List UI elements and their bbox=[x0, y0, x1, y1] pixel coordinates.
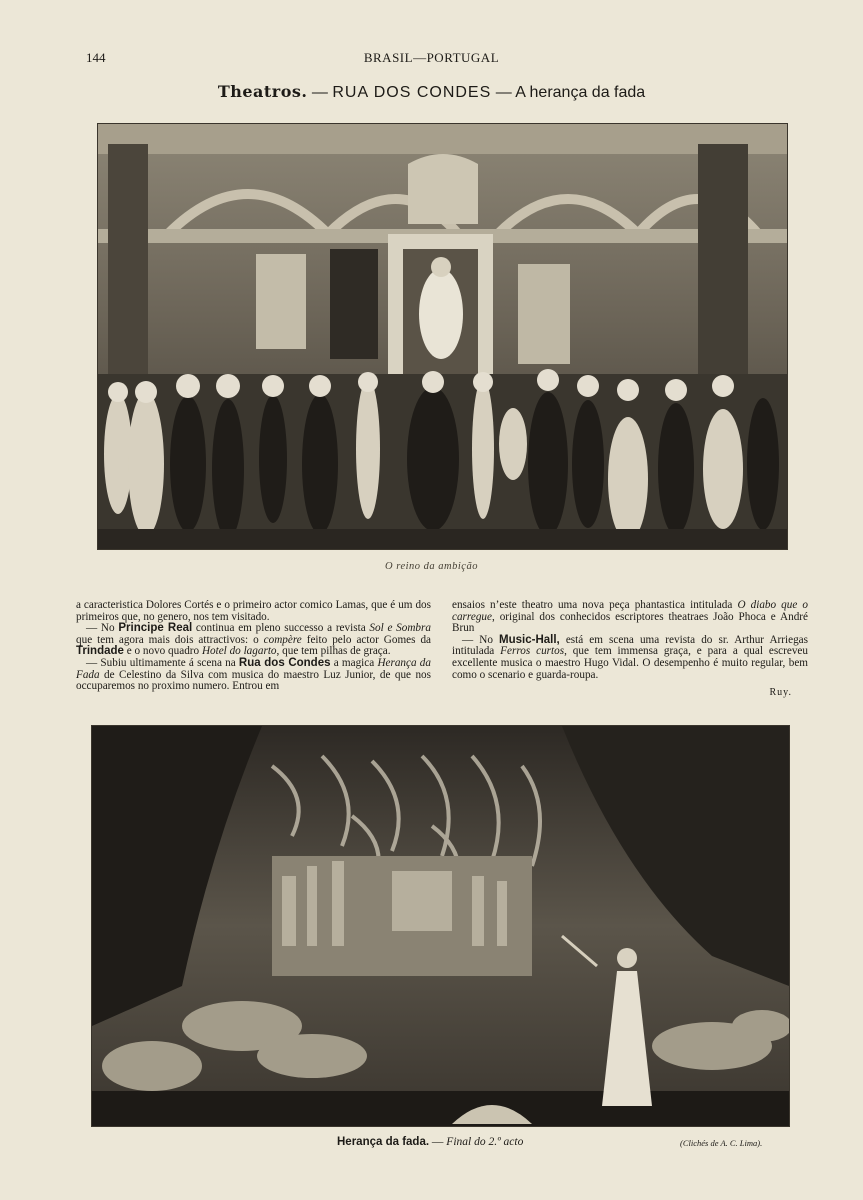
figure2-caption bbox=[337, 1136, 523, 1148]
section-title bbox=[0, 82, 863, 102]
stage-photo-drawing bbox=[98, 124, 787, 549]
text-run: continua em pleno successo a revista bbox=[192, 622, 370, 635]
left-paragraph-1: a caracteristica Dolores Cortés e o primeiro actor comico Lamas, que é um dos primeiros que, no genero, nos tem visitado. bbox=[76, 599, 431, 623]
scene-title: Hotel do lagarto bbox=[201, 645, 277, 658]
text-run: está em scena uma revista do sr. Arthur Arriegas intitulada bbox=[452, 633, 808, 658]
running-head: BRASIL—PORTUGAL bbox=[363, 50, 500, 65]
stage-photo-reino-da-ambicao bbox=[98, 124, 787, 549]
text-run: — No bbox=[462, 633, 500, 646]
revue-title: Ferros curtos bbox=[500, 645, 565, 658]
stage-photo-drawing bbox=[92, 726, 789, 1126]
caption-separator: — bbox=[429, 1136, 447, 1148]
text-run: que tem agora mais dois attractivos: o bbox=[76, 633, 264, 646]
section-title-bold: Theatros. bbox=[217, 82, 308, 101]
theatre-name-principe-real: Principe Real bbox=[118, 622, 193, 635]
stage-photo-heranca-da-fada bbox=[92, 726, 789, 1126]
revue-title: Sol e Sombra bbox=[369, 622, 431, 635]
play-title: Herança da Fada bbox=[76, 656, 431, 681]
title-separator: — bbox=[307, 84, 333, 101]
figure1-caption: O reino da ambição bbox=[385, 561, 478, 572]
text-run: , que tem pilhas de graça. bbox=[276, 645, 391, 658]
figure2-caption-title: Herança da fada. bbox=[337, 1136, 430, 1148]
page-number: 144 bbox=[86, 50, 106, 65]
text-run: de Celestino da Silva com musica do maestro Luz Junior, de que nos occuparemos no proximo numero. Entrou em bbox=[76, 668, 431, 693]
title-play: A herança da fada bbox=[515, 84, 646, 101]
text-run: ensaios n’este theatro uma nova peça phantastica intitulada bbox=[452, 599, 738, 611]
theatre-name-music-hall: Music-Hall, bbox=[499, 633, 560, 646]
theatre-name-rua-dos-condes: Rua dos Condes bbox=[238, 656, 331, 669]
text-run: , que tem immensa graça, e para a qual escreveu excellente musica o maestro Hugo Vidal. O desempenho é muito regular, bem como o scenario e guarda-roupa. bbox=[452, 645, 808, 681]
left-paragraph-3 bbox=[76, 658, 431, 693]
photo-credit: (Clichés de A. C. Lima). bbox=[680, 1138, 763, 1148]
text-run: a magica bbox=[330, 656, 378, 669]
compere-term: compère bbox=[263, 633, 302, 646]
title-separator: — bbox=[491, 84, 516, 101]
figure2-caption-detail: Final do 2.º acto bbox=[446, 1136, 524, 1148]
right-column bbox=[452, 600, 808, 699]
title-venue: RUA DOS CONDES bbox=[332, 84, 492, 101]
right-paragraph-1 bbox=[452, 600, 808, 635]
theatre-name-trindade: Trindade bbox=[76, 645, 124, 658]
left-paragraph-2 bbox=[76, 623, 431, 658]
author-signature: Ruy. bbox=[769, 687, 792, 699]
text-run: , original dos conhecidos escriptores theatraes João Phoca e André Brun bbox=[452, 610, 808, 635]
text-run: — No bbox=[86, 622, 119, 635]
left-column bbox=[76, 600, 431, 693]
text-run: feito pelo actor Gomes da bbox=[301, 633, 431, 646]
play-title: O diabo que o carregue bbox=[452, 599, 809, 623]
right-paragraph-2 bbox=[452, 635, 808, 681]
text-run: — Subiu ultimamente á scena na bbox=[86, 656, 239, 669]
text-run: e o novo quadro bbox=[123, 645, 202, 658]
